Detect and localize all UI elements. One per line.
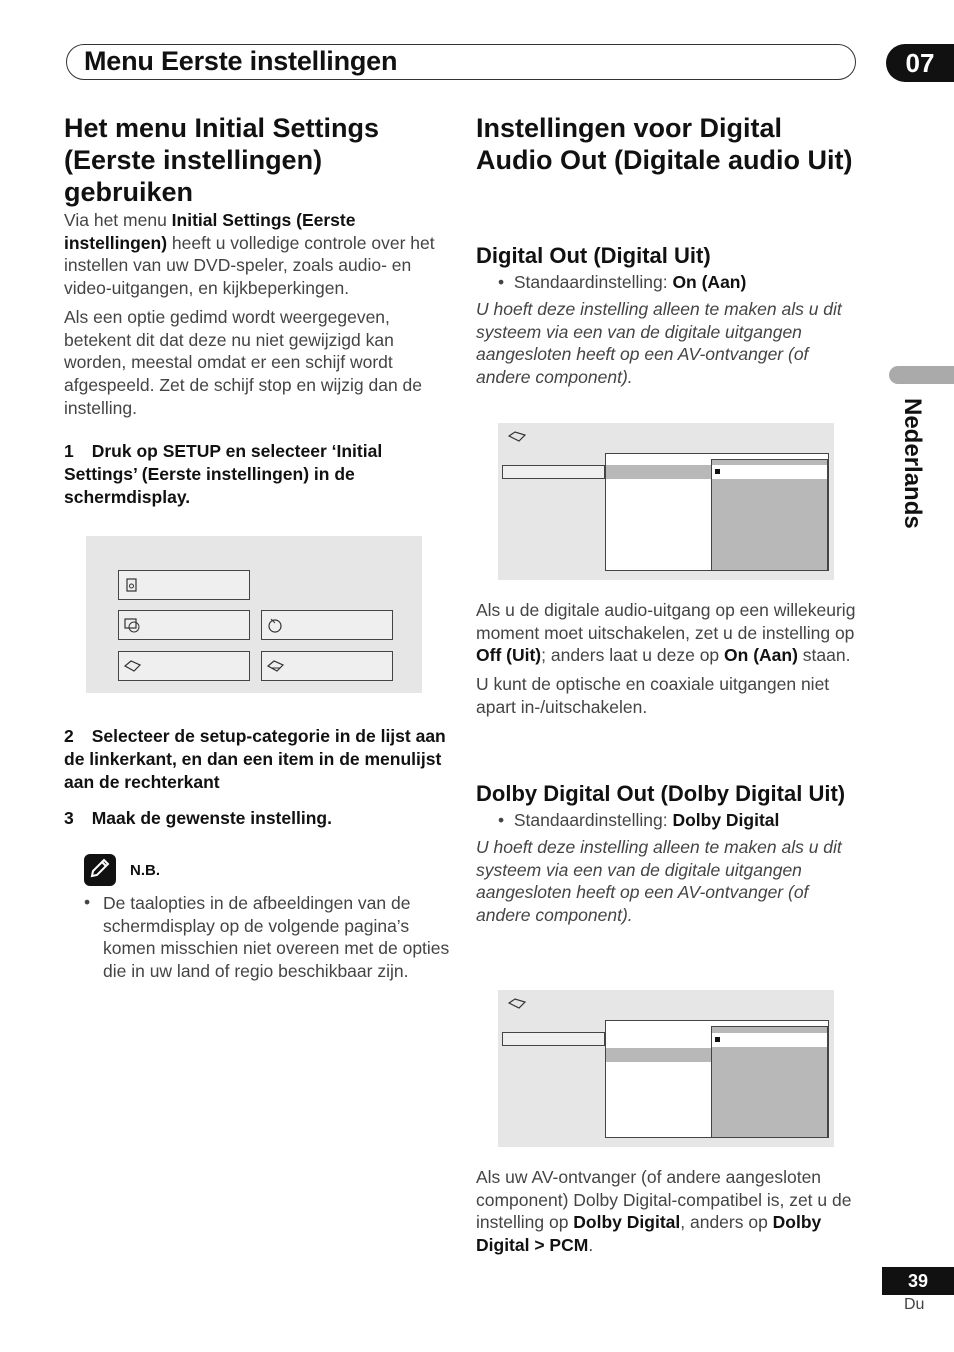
- step-number: 3: [64, 808, 74, 828]
- dolby-section: [476, 779, 856, 927]
- italic-note: U hoeft deze instelling alleen te maken als u dit systeem via een van de digitale uitgangen aangesloten heeft op een AV-ontvanger (of andere component).: [476, 299, 842, 388]
- language-tab-bar: [889, 366, 954, 384]
- tag-icon: [123, 657, 143, 675]
- menu-item-selected[interactable]: [606, 1048, 711, 1062]
- dimmed-option-paragraph: Als een optie gedimd wordt weergegeven, betekent dit dat deze nu niet gewijzigd kan worden, meestal omdat er een schijf wordt afgespeeld. Zet de schijf stop en wijzig dan de instelling.: [64, 306, 422, 418]
- right-section: [476, 112, 856, 176]
- step-number: 1: [64, 441, 74, 461]
- tag-icon: [508, 429, 530, 445]
- selection-marker-icon: [715, 469, 720, 474]
- step-text: Druk op SETUP en selecteer ‘Initial Settings’ (Eerste instellingen) in de schermdisplay.: [64, 441, 383, 507]
- section-heading: Het menu Initial Settings (Eerste instellingen) gebruiken: [64, 113, 380, 207]
- option-selected[interactable]: [712, 1033, 827, 1047]
- dolby-body: [476, 1166, 856, 1257]
- subsection-title: Digital Out (Digital Uit): [476, 243, 711, 268]
- option-selected[interactable]: [712, 465, 827, 479]
- initial-settings-screen: [86, 536, 422, 693]
- digital-out-paragraph-2: U kunt de optische en coaxiale uitgangen niet apart in-/uitschakelen.: [476, 674, 830, 717]
- left-section: [64, 112, 444, 419]
- step-2: [64, 725, 449, 794]
- menu-item-selected[interactable]: [606, 465, 711, 479]
- menu-button-disc[interactable]: [261, 610, 393, 640]
- language-code: Du: [904, 1296, 925, 1313]
- chapter-number: 07: [886, 44, 954, 82]
- menu-button-audio[interactable]: [118, 651, 250, 681]
- digital-out-paragraph: Als u de digitale audio-uitgang op een willekeurig moment moet uitschakelen, zet u de instelling op Off (Uit); anders laat u deze op On (Aan) staan.: [476, 600, 856, 666]
- section-heading: Instellingen voor Digital Audio Out (Digitale audio Uit): [476, 113, 853, 175]
- page-number: 39: [882, 1267, 954, 1295]
- step-text: Selecteer de setup-categorie in de lijst aan de linkerkant, en dan een item in de menulijst aan de rechterkant: [64, 726, 446, 792]
- digital-out-body: [476, 599, 856, 719]
- note-pencil-icon: [84, 854, 116, 886]
- default-setting: • Standaardinstelling: On (Aan): [498, 272, 747, 292]
- tag-icon: [508, 996, 530, 1012]
- step-text: Maak de gewenste instelling.: [91, 808, 332, 828]
- digital-out-screen: [498, 423, 834, 580]
- language-tab: [893, 398, 933, 548]
- intro-paragraph: Via het menu Initial Settings (Eerste instellingen) heeft u volledige controle over het instellen van uw DVD-speler, zoals audio- en video-uitgangen, en kijkbeperkingen.: [64, 210, 435, 299]
- disc-icon: [266, 616, 284, 634]
- menu-button-video[interactable]: [118, 610, 250, 640]
- default-setting: • Standaardinstelling: Dolby Digital: [498, 810, 780, 830]
- dolby-screen: [498, 990, 834, 1147]
- step-3: [64, 807, 449, 830]
- speaker-icon: [123, 576, 141, 594]
- tag-arrow-icon: [266, 657, 286, 675]
- category-item[interactable]: [502, 465, 605, 479]
- step-1: [64, 440, 449, 509]
- dolby-paragraph: Als uw AV-ontvanger (of andere aangesloten component) Dolby Digital-compatibel is, zet u de instelling op Dolby Digital, anders op Dolby Digital > PCM.: [476, 1167, 852, 1256]
- note-bullet: • De taalopties in de afbeeldingen van de schermdisplay op de volgende pagina’s komen misschien niet overeen met de opties die in uw land of regio beschikbaar zijn.: [84, 892, 454, 983]
- note-title: N.B.: [130, 862, 160, 879]
- subsection-title: Dolby Digital Out (Dolby Digital Uit): [476, 781, 846, 806]
- monitor-icon: [123, 616, 141, 634]
- language-tab-label: Nederlands: [899, 398, 926, 529]
- category-item[interactable]: [502, 1032, 605, 1046]
- selection-marker-icon: [715, 1037, 720, 1042]
- menu-button-options[interactable]: [261, 651, 393, 681]
- step-number: 2: [64, 726, 74, 746]
- note-text: De taalopties in de afbeeldingen van de schermdisplay op de volgende pagina’s komen misschien niet overeen met de opties die in uw land of regio beschikbaar zijn.: [103, 893, 450, 982]
- digital-out-section: [476, 241, 856, 389]
- page-header-title: Menu Eerste instellingen: [84, 46, 398, 76]
- italic-note: U hoeft deze instelling alleen te maken als u dit systeem via een van de digitale uitgangen aangesloten heeft op een AV-ontvanger (of andere component).: [476, 837, 842, 926]
- menu-button-top[interactable]: [118, 570, 250, 600]
